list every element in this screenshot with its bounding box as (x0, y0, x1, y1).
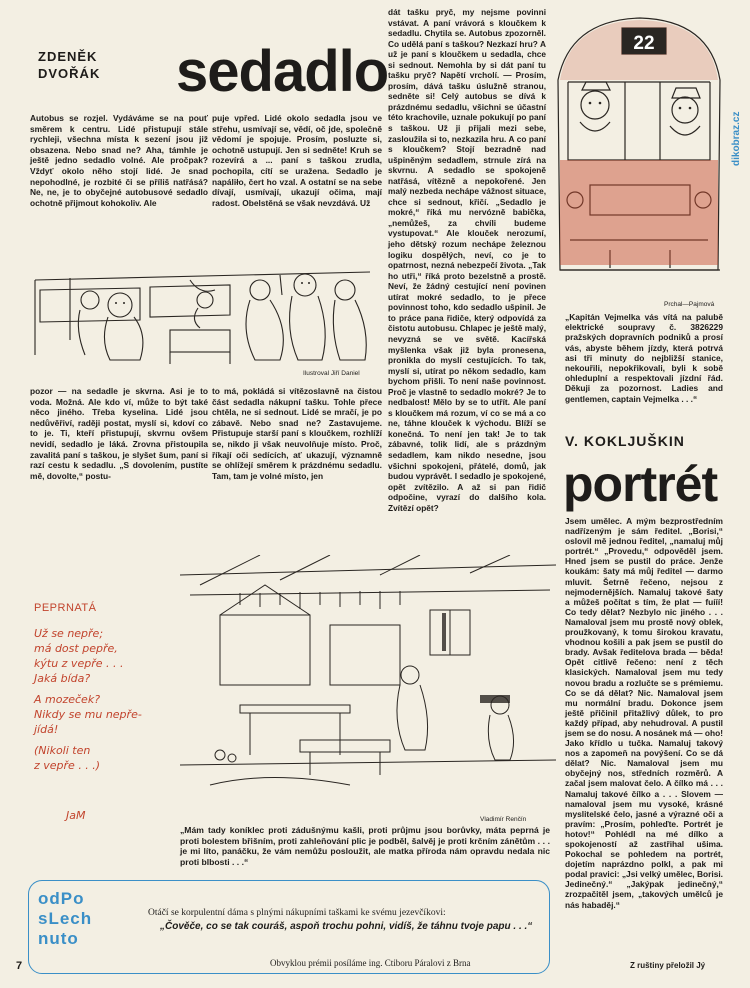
portret-title: portrét (563, 456, 718, 512)
poem-line: kýtu z vepře . . . (34, 657, 124, 670)
sedadlo-col1-bottom: pozor — na sedadle je skvrna. Asi je to voda. Možná. Ale kdo ví, může to být také něco jiného. Třeba kyselina. Lidé jsou nedůvěřiví, raději postat, myslí si, kdoví co to je. Ti, kteří přistupují, skvrnu ovšem nevidí, sedadlo je láká. Zrovna přistoupila zavalitá paní s taškou, je slyšet šum, paní si razí cestu k sedadlu. „S dovolením, pustíte mě, dovolte,“ postu- (30, 386, 208, 481)
poem-line: z vepře . . .) (34, 759, 101, 772)
logo-line: nuto (38, 929, 79, 948)
odposlechnuto-footer: Obvyklou prémii posíláme ing. Ctiboru Páralovi z Brna (270, 958, 471, 968)
sedadlo-col2-top: puje vpřed. Lidé okolo sedadla jsou ve střehu, usmívají se, vědí, oč jde, společně vědomí je spojuje. Prosím, posluzte si, ochotně ustupují. Jen si sedněte! Kruh se rozevírá a ... paní s taškou zrudla, pochopila, cítí se uražena. Sedadlo je napáliło, čert ho vzal. A ostatní se na sebe dívají, usmívají, ukazují očima, mají radost. Obelstěná se však nevzdává. Už (212, 113, 382, 208)
poem-line: má dost pepře, (34, 642, 118, 655)
poem-line: Už se nepře; (34, 627, 104, 640)
poem-line: A mozeček? (34, 693, 101, 706)
logo-line: sLech (38, 909, 93, 928)
poem-title: PEPRNATÁ (34, 602, 97, 614)
odposlechnuto-logo (38, 889, 92, 949)
portret-translator: Z ruštiny přeložil Jý (630, 961, 706, 970)
sedadlo-col1-top: Autobus se rozjel. Vydáváme se na pouť směrem k centru. Lidé přistupují stále rychleji, všechna místa k sezení jsou již obsazena. Nebo snad ne? Aha, támhle je ještě jedno sedadlo volné. Ale pročpak? Vždyť okolo něho stojí lidé. Je snad nepohodlné, je rozbité či se příliš natřásá? Ne, ne, je to obyčejné autobusové sedadlo ochotně přijmout kohokoliv. Ale (30, 113, 208, 208)
kitchen-credit: Vladimír Renčín (480, 816, 527, 823)
sedadlo-col2-bottom: to má, pokládá si vítězoslavně na čistou část sedadla nákupní tašku. Tohle přece chtěla, ne si sednout. Lidé se mračí, je po zábavě. Nebo snad ne? Zastavujeme. Přistupuje starší paní s kloučkem, rozhlíží se, nikdo ji však neuvolňuje místo. Proč, říkají oči sedících, ať ukazují, významně se ohlížejí směrem k prázdnému sedadlu. Tam, tam je volné místo, jen (212, 386, 382, 481)
odposlechnuto-quote: „Čověče, co se tak couráš, aspoň trochu pohni, vidíš, že táhnu tvoje papu . . .“ (160, 921, 533, 932)
tram-credit: Prchal—Pajmová (664, 301, 715, 308)
poem-line: Jaká bída? (34, 672, 91, 685)
poem-line: (Nikoli ten (34, 744, 91, 757)
sedadlo-col3: dát tašku pryč, my nejsme povinni vstávat. A paní vrávorá s kloučkem k sedadlu. Chytila se. Autobus zpozorněl. Co udělá paní s taškou? Nezkazí hru? A už je paní s kloučkem u sedadla, chce si sednout. Nemohla by si dát paní tu tašku pryč? Napětí vrcholí. — Prosím, prosím, dává tašku úslužně stranou, sedněte si! Celý autobus se dívá k prázdnému sedadlu, všichni se účastní této krachovile, uznale pokukují po paní s taškou. Už ji přijali mezi sebe, zasloužila si to, nezkazila hru. A co paní s kloučkem? Stojí bezradně nad ušpiněným sedadlem, strnule zírá na skvrnu. A sedadlo se spokojeně natřásá, vítězně a nepokořené. Jen malý nezbeda nechápe vážnost situace, chce si sednout, křičí. „Sedadlo je mokré,“ říká mu nervózně babička, „nemůžeš, za chvíli budeme vystupovat.“ Ale klouček nerozumí, jeho dětský rozum nechápe železnou logiku dospělých, neví, co je to opatrnost, nezná nebezpečí života. „Tak ho utři,“ říká proto bezelstně a prostě. Neví, že žádný cestující není povinen utírat mokré sedadlo, to je přece povinnost toho, kdo sedadlo ušpinil. Je to práce pana řidiče, který odpovídá za čistotu autobusu. Chlapec je ještě malý, nevyzná se ve světě. Kacířská myšlenka však již byla pronesena, pronikla do myslí cestujících. To tak, myslí si, utírat po někom sedadlo, kam bychom přišli. To není naše povinnost. Proč je vlastně to sedadlo mokré? Je to nedbalost! Mělo by se to utřít. Ale paní s kloučkem má rozum, ví co se má a co ne, táhne klouček k východu. Blíží se konečná. To není jen tak! Je to tak zábavné, tolik lidí, ale s prázdným sedadlem, kam nikdo nesedne, jsou všichni spokojeni, přátelé, domů, jak budou vyprávět. I sedadlo je spokojené, opět zvítězilo. A až si pan řidič odpočine, vyrazí do dalšího kola. Zvítězí opět? (388, 7, 546, 513)
portret-text: Jsem umělec. A mým bezprostředním nadřízeným je sám ředitel. „Borisi,“ oslovil mě jednou ředitel, „namaluj můj portrét.“ „Provedu,“ odpověděl jsem. Hned jsem se pustil do práce. Jenže koukám: šaty má můj ředitel — darmo mluvit. Šetrně řečeno, nejsou z nejmodernějších. Namaluj takové šaty a můžeš počítat s tím, že plat — fuííí! Co tedy dělat? Nezbylo nic jiného . . . Namaloval jsem mu prostě nový oblek, proužkovaný, k tomu širokou kravatu, vhodnou košili a pak jsem se pustil do brady. Avšak ředitelova brada — běda! Opět citlivě řečeno: není z těch klasických. Namaloval jsem mu tedy novou bradu a rozlučte se s prémiemu. Co se dá dělat? Nic. Namaloval jsem mu normální bradu. Dokonce jsem ještě přičinil přitažlivý důlek, to pro každý případ, aby nehudroval. A pustil jsem se do nosu. A nosánek má — oho! Jako křídlo u tučka. Namaluj takový nos a zapomeň na povýšení. Co se dá dělat? Nic. Namaloval jsem mu obyčejný nos, středních rozměrů. A začal jsem malovat čelo. A čílko má . . . Namaluj takové čílko a . . . Slovem — namaloval jsem mu vysoké, krásné myslitelské čelo, jasné a výrazné oči a pravím: „Prosím, pohleďte. Portrét je hotov!“ Pohlédl na mé dílko a spokojeností až zastřihal ušima. Pokochal se pohledem na portrét, dojetím naprázdno polkl, a pak mi podal pravici: „Jsi velký umělec, Borisi. Jedinečný.“ „Jakýpak jedinečný,“ zrozpačitěl jsem, „takových umělců je nás habaděj.“ (565, 516, 723, 910)
logo-line: odPo (38, 889, 85, 908)
tram-route-number: 22 (633, 33, 655, 54)
bus-passengers-illustration (30, 260, 382, 368)
tram-text: „Kapitán Vejmelka vás vítá na palubě elektrické soupravy č. 3826229 pražských dopravních podniků a prosí vás, abyste během jízdy, která potrvá asi tři minuty do nejbližší stanice, nekouřili, nepokřikovali, byli k sobě ohleduplní a respektovali jízdní řád. Děkuji za pozornost. Ladies and gentlemen, captain Vejmelka . . .“ (565, 312, 723, 404)
herbalist-kitchen-illustration (180, 555, 556, 805)
page-number: 7 (16, 960, 23, 972)
sedadlo-author: ZDENĚK DVOŘÁK (38, 49, 101, 81)
side-url (731, 80, 747, 180)
odposlechnuto-intro: Otáčí se korpulentní dáma s plnými nákupními taškami ke svému jezevčíkovi: (148, 908, 446, 918)
kitchen-caption: „Mám tady koníklec proti zádušnýmu kašli, proti průjmu jsou borůvky, máta peprná je proti bolestem břišním, proti zahleňování plic je podběl, šalvěj je proti krčním zánětům . . . je mi líto, panáčku, že vám nemůžu posloužit, ale matka příroda nám opravdu nedala nic proti blbosti . . .“ (180, 825, 550, 867)
illustration-credit: Ilustroval Jiří Daniel (303, 370, 360, 377)
poem-line: jídá! (34, 723, 59, 736)
poem-lines (34, 626, 174, 773)
portret-author: V. KOKLJUŠKIN (565, 433, 685, 449)
sedadlo-title: sedadlo (176, 39, 389, 104)
side-url-text: dikobraz.cz (731, 111, 742, 166)
tram-illustration (550, 10, 726, 300)
poem-line: Nikdy se mu nepře- (34, 708, 142, 721)
poem-signature: JaM (66, 809, 86, 822)
